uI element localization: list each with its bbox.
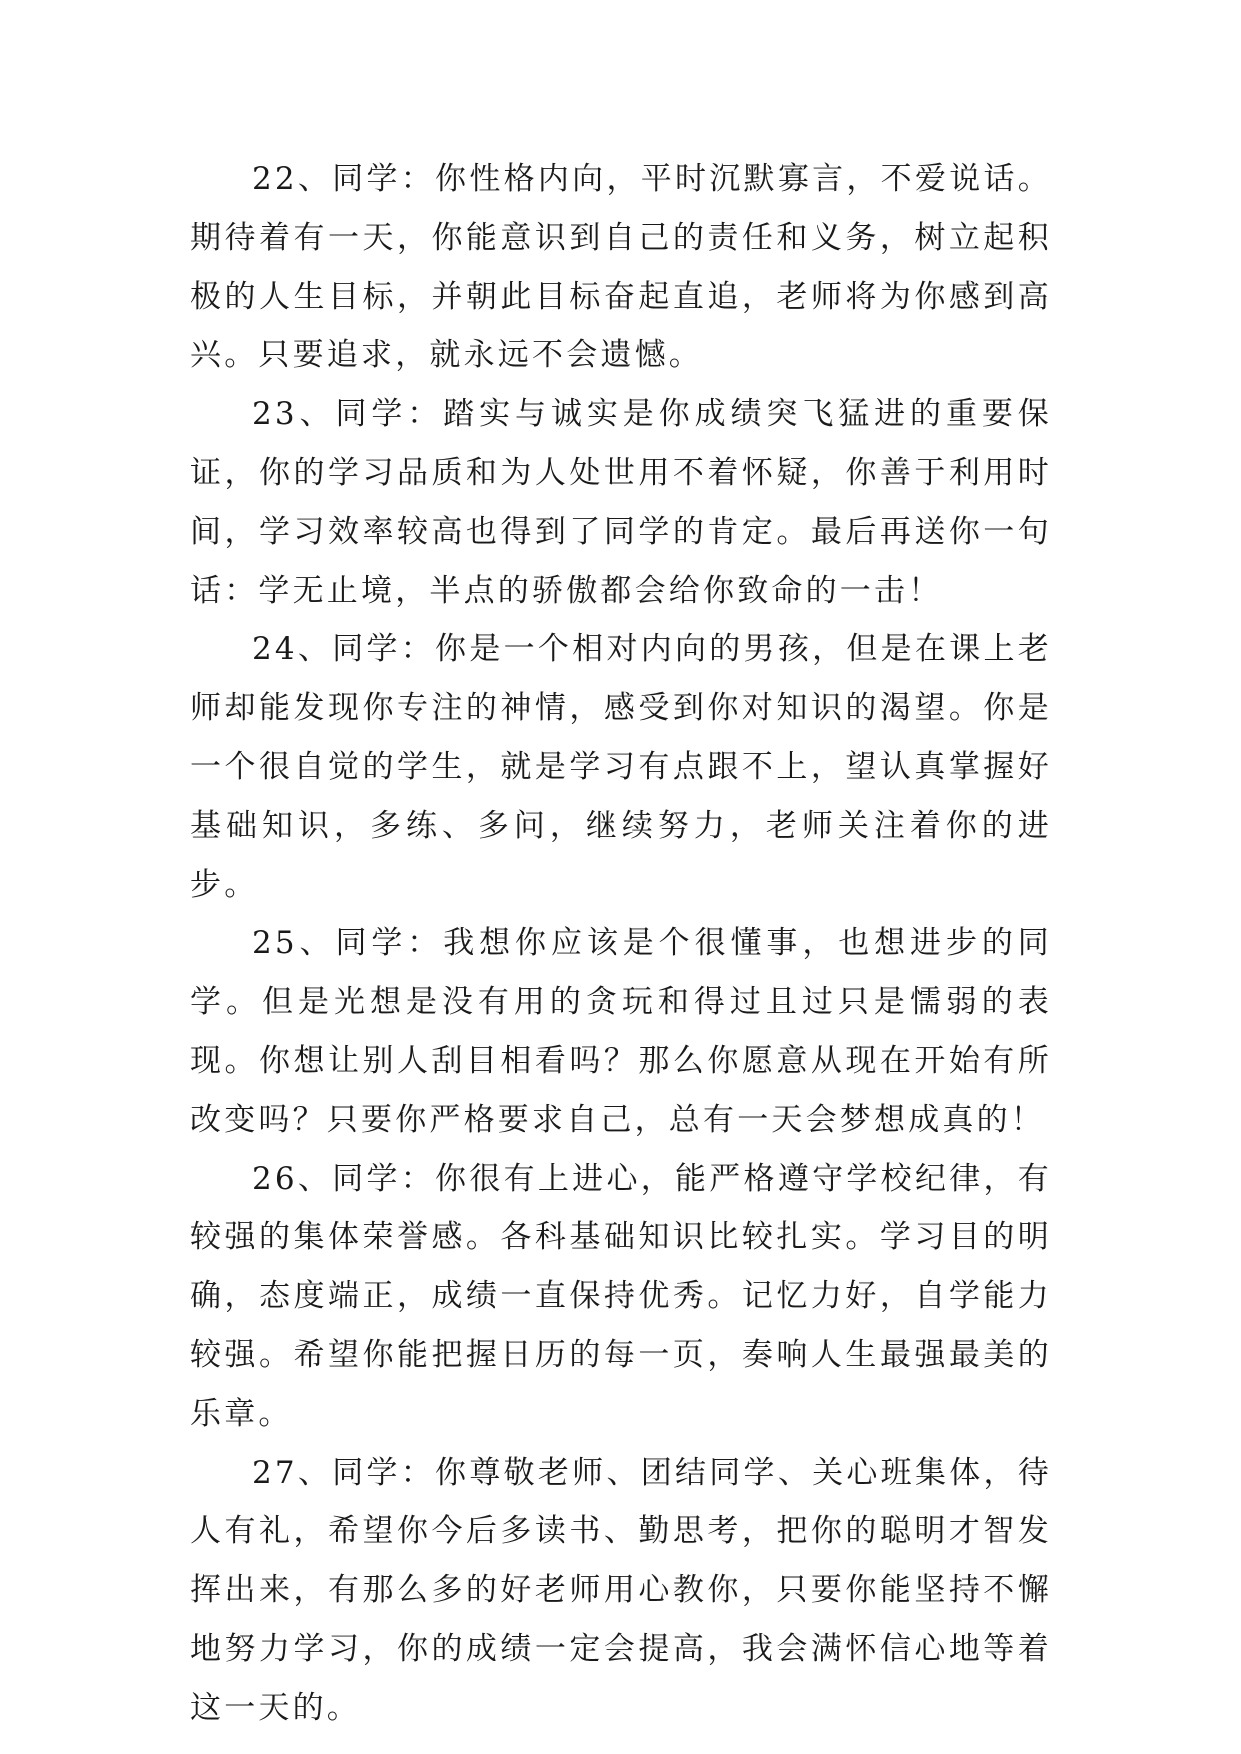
comment-paragraph-23: 23、同学：踏实与诚实是你成绩突飞猛进的重要保证，你的学习品质和为人处世用不着怀疑，你善于利用时间，学习效率较高也得到了同学的肯定。最后再送你一句话：学无止境，半点的骄傲都会给你致命的一击！ <box>190 396 1052 609</box>
document-body <box>190 150 1052 1738</box>
comment-paragraph-24: 24、同学：你是一个相对内向的男孩，但是在课上老师却能发现你专注的神情，感受到你对知识的渴望。你是一个很自觉的学生，就是学习有点跟不上，望认真掌握好基础知识，多练、多问，继续努力，老师关注着你的进步。 <box>190 631 1052 903</box>
comment-paragraph-27: 27、同学：你尊敬老师、团结同学、关心班集体，待人有礼，希望你今后多读书、勤思考，把你的聪明才智发挥出来，有那么多的好老师用心教你，只要你能坚持不懈地努力学习，你的成绩一定会提高，我会满怀信心地等着这一天的。 <box>190 1454 1052 1726</box>
comment-paragraph-26: 26、同学：你很有上进心，能严格遵守学校纪律，有较强的集体荣誉感。各科基础知识比较扎实。学习目的明确，态度端正，成绩一直保持优秀。记忆力好，自学能力较强。希望你能把握日历的每一页，奏响人生最强最美的乐章。 <box>190 1160 1052 1432</box>
comment-paragraph-22: 22、同学：你性格内向，平时沉默寡言，不爱说话。期待着有一天，你能意识到自己的责任和义务，树立起积极的人生目标，并朝此目标奋起直追，老师将为你感到高兴。只要追求，就永远不会遗憾。 <box>190 161 1052 374</box>
comment-paragraph-25: 25、同学：我想你应该是个很懂事，也想进步的同学。但是光想是没有用的贪玩和得过且过只是懦弱的表现。你想让别人刮目相看吗？那么你愿意从现在开始有所改变吗？只要你严格要求自己，总有一天会梦想成真的！ <box>190 925 1052 1138</box>
